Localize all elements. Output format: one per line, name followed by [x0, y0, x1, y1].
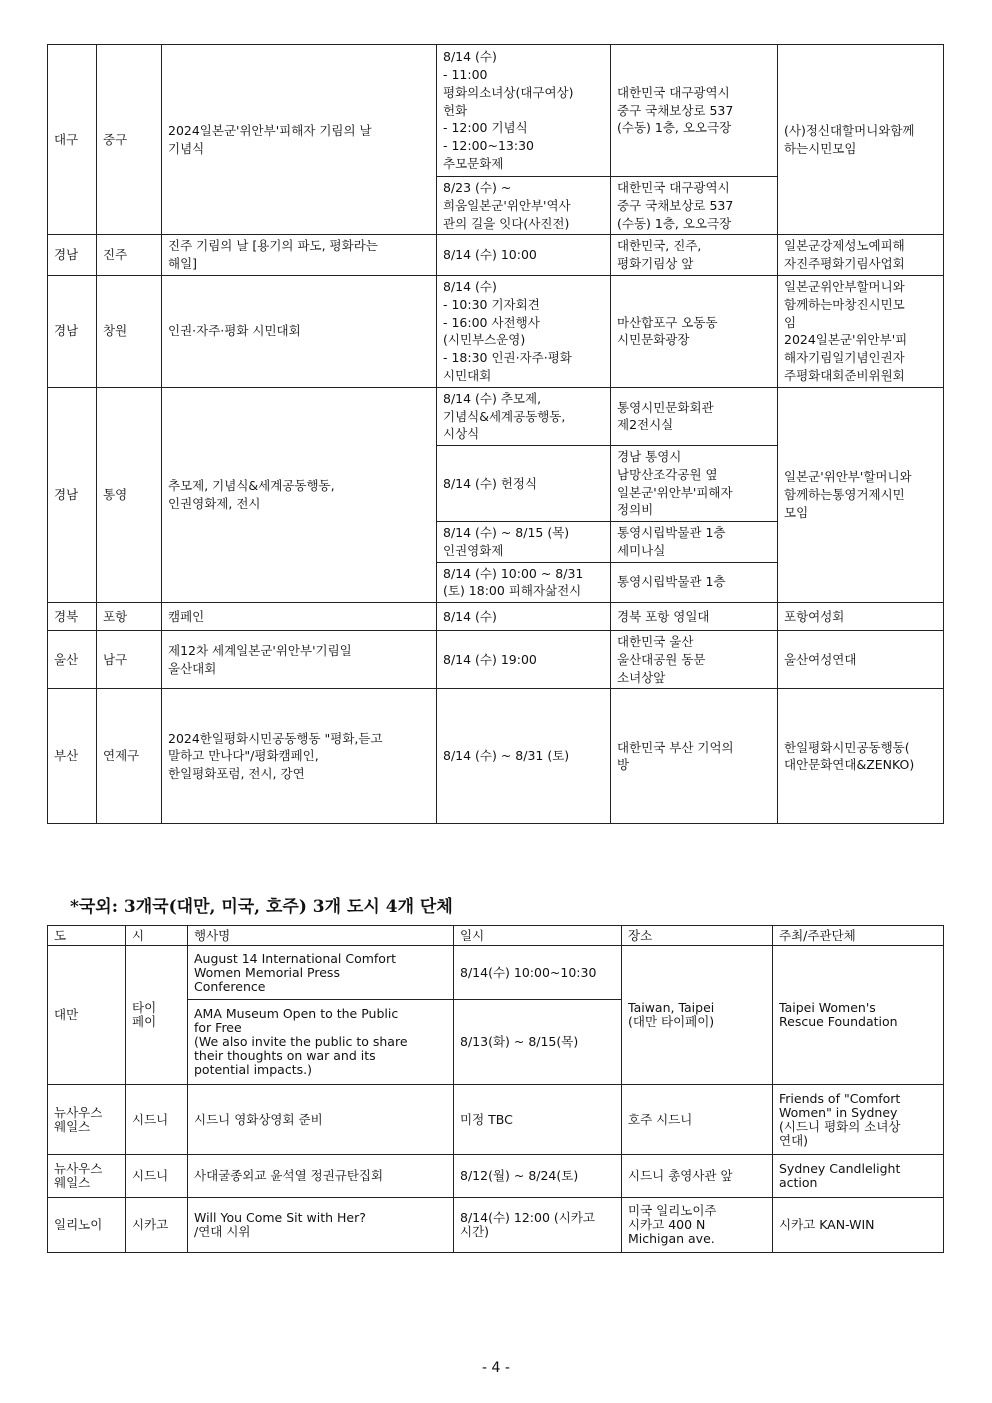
cell-date: 8/14 (수) 19:00 [437, 631, 611, 689]
cell-place: Taiwan, Taipei (대만 타이페이) [622, 946, 773, 1085]
cell-event: August 14 International Comfort Women Memorial Press Conference [188, 946, 454, 1000]
cell-place: 통영시립박물관 1층 [611, 562, 778, 603]
cell-host: (사)정신대할머니와함께 하는시민모임 [778, 45, 944, 235]
cell-event: 추모제, 기념식&세계공동행동, 인권영화제, 전시 [162, 387, 437, 602]
table-row [48, 1155, 944, 1198]
table-row [48, 946, 944, 1000]
cell-place: 마산합포구 오동동 시민문화광장 [611, 275, 778, 387]
cell-do: 경남 [48, 387, 97, 602]
cell-do: 경남 [48, 235, 97, 276]
cell-event: 사대굴종외교 윤석열 정권규탄집회 [188, 1155, 454, 1198]
cell-place: 통영시립박물관 1층 세미나실 [611, 522, 778, 563]
table-row [48, 45, 944, 177]
cell-si: 창원 [97, 275, 162, 387]
cell-place: 경북 포항 영일대 [611, 603, 778, 631]
cell-si: 남구 [97, 631, 162, 689]
cell-host: Taipei Women's Rescue Foundation [773, 946, 944, 1085]
cell-place: 경남 통영시 남망산조각공원 옆 일본군'위안부'피해자 정의비 [611, 446, 778, 522]
domestic-events-table [47, 44, 944, 824]
cell-event: 제12차 세계일본군'위안부'기림일 울산대회 [162, 631, 437, 689]
cell-host: 울산여성연대 [778, 631, 944, 689]
cell-si: 진주 [97, 235, 162, 276]
cell-place: 대한민국 대구광역시 중구 국채보상로 537 (수동) 1층, 오오극장 [611, 177, 778, 235]
cell-host: 시카고 KAN-WIN [773, 1198, 944, 1253]
cell-date: 8/14 (수) 헌정식 [437, 446, 611, 522]
cell-host: 한일평화시민공동행동( 대안문화연대&ZENKO) [778, 689, 944, 824]
cell-date: 8/14 (수) [437, 603, 611, 631]
cell-place: 통영시민문화회관 제2전시실 [611, 387, 778, 445]
international-events-table [47, 925, 944, 1253]
table-row [48, 1198, 944, 1253]
table-row [48, 631, 944, 689]
cell-place: 호주 시드니 [622, 1085, 773, 1155]
cell-do: 울산 [48, 631, 97, 689]
cell-date: 미정 TBC [454, 1085, 622, 1155]
header-si: 시 [126, 926, 188, 946]
cell-si: 타이 페이 [126, 946, 188, 1085]
cell-si: 포항 [97, 603, 162, 631]
cell-place: 대한민국, 진주, 평화기림상 앞 [611, 235, 778, 276]
cell-si: 시카고 [126, 1198, 188, 1253]
table-row [48, 689, 944, 824]
cell-do: 경남 [48, 275, 97, 387]
cell-do: 대구 [48, 45, 97, 235]
cell-si: 시드니 [126, 1085, 188, 1155]
cell-do: 경북 [48, 603, 97, 631]
table-row [48, 235, 944, 276]
cell-place: 대한민국 대구광역시 중구 국채보상로 537 (수동) 1층, 오오극장 [611, 45, 778, 177]
cell-date: 8/12(월) ~ 8/24(토) [454, 1155, 622, 1198]
cell-host: 일본군위안부할머니와 함께하는마창진시민모 임 2024일본군'위안부'피 해자기림일기념인권자 주평화대회준비위원회 [778, 275, 944, 387]
cell-date: 8/23 (수) ~ 희움일본군'위안부'역사 관의 길을 잇다(사진전) [437, 177, 611, 235]
cell-date: 8/14(수) 10:00~10:30 [454, 946, 622, 1000]
table-row [48, 387, 944, 445]
cell-event: 시드니 영화상영회 준비 [188, 1085, 454, 1155]
header-host: 주최/주관단체 [773, 926, 944, 946]
cell-date: 8/13(화) ~ 8/15(목) [454, 1000, 622, 1085]
cell-date: 8/14 (수) - 10:30 기자회견 - 16:00 사전행사 (시민부스운영) - 18:30 인권·자주·평화 시민대회 [437, 275, 611, 387]
cell-event: 진주 기림의 날 [용기의 파도, 평화라는 해일] [162, 235, 437, 276]
cell-event: 인권·자주·평화 시민대회 [162, 275, 437, 387]
header-event: 행사명 [188, 926, 454, 946]
header-do: 도 [48, 926, 126, 946]
cell-si: 시드니 [126, 1155, 188, 1198]
table-row [48, 1085, 944, 1155]
cell-do: 대만 [48, 946, 126, 1085]
cell-host: Sydney Candlelight action [773, 1155, 944, 1198]
cell-event: AMA Museum Open to the Public for Free (We also invite the public to share their thoughts on war and its potential impacts.) [188, 1000, 454, 1085]
cell-date: 8/14(수) 12:00 (시카고 시간) [454, 1198, 622, 1253]
cell-date: 8/14 (수) 추모제, 기념식&세계공동행동, 시상식 [437, 387, 611, 445]
cell-place: 시드니 총영사관 앞 [622, 1155, 773, 1198]
cell-place: 대한민국 울산 울산대공원 동문 소녀상앞 [611, 631, 778, 689]
section-title-international: *국외: 3개국(대만, 미국, 호주) 3개 도시 4개 단체 [70, 897, 453, 917]
cell-do: 뉴사우스 웨일스 [48, 1155, 126, 1198]
cell-host: Friends of "Comfort Women" in Sydney (시드니 평화의 소녀상 연대) [773, 1085, 944, 1155]
cell-date: 8/14 (수) - 11:00 평화의소녀상(대구여상) 헌화 - 12:00 기념식 - 12:00~13:30 추모문화제 [437, 45, 611, 177]
cell-event: 2024일본군'위안부'피해자 기림의 날 기념식 [162, 45, 437, 235]
cell-date: 8/14 (수) ~ 8/15 (목) 인권영화제 [437, 522, 611, 563]
table-row [48, 603, 944, 631]
cell-si: 통영 [97, 387, 162, 602]
cell-place: 미국 일리노이주 시카고 400 N Michigan ave. [622, 1198, 773, 1253]
cell-date: 8/14 (수) 10:00 ~ 8/31 (토) 18:00 피해자삶전시 [437, 562, 611, 603]
header-place: 장소 [622, 926, 773, 946]
cell-do: 부산 [48, 689, 97, 824]
cell-si: 중구 [97, 45, 162, 235]
header-date: 일시 [454, 926, 622, 946]
cell-place: 대한민국 부산 기억의 방 [611, 689, 778, 824]
cell-event: Will You Come Sit with Her? /연대 시위 [188, 1198, 454, 1253]
cell-do: 일리노이 [48, 1198, 126, 1253]
cell-event: 캠페인 [162, 603, 437, 631]
cell-date: 8/14 (수) ~ 8/31 (토) [437, 689, 611, 824]
cell-host: 포항여성회 [778, 603, 944, 631]
cell-host: 일본군강제성노예피해 자진주평화기림사업회 [778, 235, 944, 276]
cell-do: 뉴사우스 웨일스 [48, 1085, 126, 1155]
page-number: - 4 - [482, 1360, 510, 1376]
cell-si: 연제구 [97, 689, 162, 824]
table-header-row [48, 926, 944, 946]
table-row [48, 275, 944, 387]
cell-event: 2024한일평화시민공동행동 "평화,듣고 말하고 만나다"/평화캠페인, 한일평화포럼, 전시, 강연 [162, 689, 437, 824]
cell-host: 일본군'위안부'할머니와 함께하는통영거제시민 모임 [778, 387, 944, 602]
cell-date: 8/14 (수) 10:00 [437, 235, 611, 276]
